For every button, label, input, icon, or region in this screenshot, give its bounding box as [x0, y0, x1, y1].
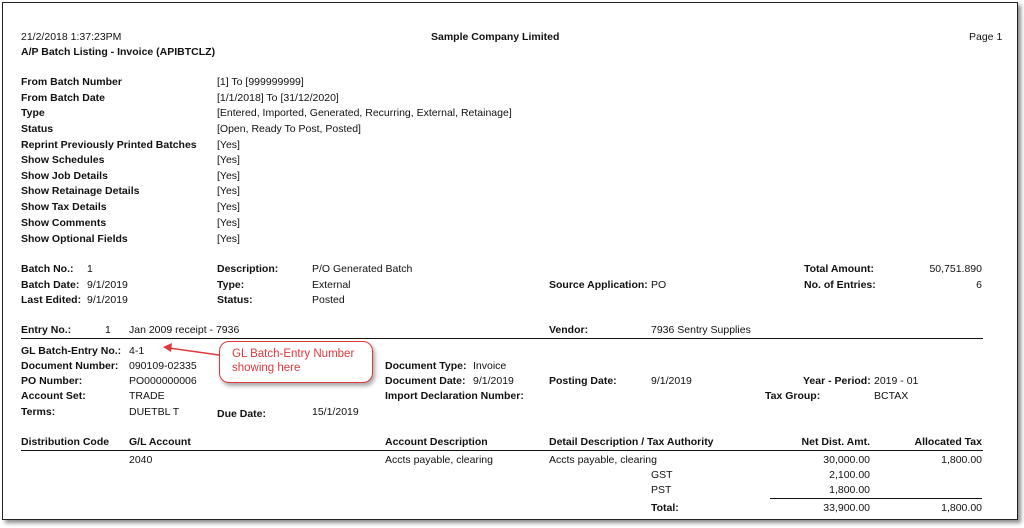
- criteria-value: [Yes]: [217, 201, 240, 213]
- criteria-value: [Yes]: [217, 154, 240, 166]
- page-number: Page 1: [969, 31, 1003, 43]
- document-date-label: Document Date:: [385, 375, 466, 387]
- row-detail-description: Accts payable, clearing: [549, 454, 657, 466]
- criteria-value: [Yes]: [217, 139, 240, 151]
- posting-date-label: Posting Date:: [549, 375, 617, 387]
- due-date: 15/1/2019: [312, 406, 359, 418]
- due-date-label: Due Date:: [217, 408, 267, 420]
- tax-group: BCTAX: [874, 390, 909, 402]
- entries-count: 6: [976, 279, 982, 291]
- last-edited-label: Last Edited:: [21, 294, 82, 306]
- document-number-label: Document Number:: [21, 360, 119, 372]
- po-number: PO000000006: [129, 375, 197, 387]
- entry-no-label: Entry No.:: [21, 324, 72, 336]
- gl-batch-entry-no: 4-1: [129, 345, 145, 357]
- total-net-dist-amt: 33,900.00: [823, 502, 870, 514]
- report-datetime: 21/2/2018 1:37:23PM: [21, 31, 122, 43]
- document-number: 090109-02335: [129, 360, 197, 372]
- company-name: Sample Company Limited: [431, 31, 560, 43]
- batch-status-label: Status:: [217, 294, 253, 306]
- batch-no-label: Batch No.:: [21, 263, 74, 275]
- col-allocated-tax: Allocated Tax: [914, 436, 982, 448]
- col-distribution-code: Distribution Code: [21, 436, 110, 448]
- report-title: A/P Batch Listing - Invoice (APIBTCLZ): [21, 46, 216, 58]
- col-gl-account: G/L Account: [129, 436, 191, 448]
- batch-date-label: Batch Date:: [21, 279, 80, 291]
- criteria-label: Reprint Previously Printed Batches: [21, 139, 197, 151]
- criteria-label: Show Retainage Details: [21, 185, 140, 197]
- year-period-label: Year - Period:: [803, 375, 871, 387]
- document-date: 9/1/2019: [473, 375, 514, 387]
- col-detail-description: Detail Description / Tax Authority: [549, 436, 714, 448]
- tax-authority-amount: 2,100.00: [829, 469, 870, 481]
- criteria-label: Show Optional Fields: [21, 233, 128, 245]
- tax-group-label: Tax Group:: [765, 390, 821, 402]
- terms: DUETBL T: [129, 406, 180, 418]
- total-allocated-tax: 1,800.00: [941, 502, 982, 514]
- document-type: Invoice: [473, 360, 507, 372]
- row-gl-account: 2040: [129, 454, 153, 466]
- criteria-label: From Batch Date: [21, 92, 106, 104]
- terms-label: Terms:: [21, 406, 56, 418]
- criteria-label: Status: [21, 123, 54, 135]
- total-amount-label: Total Amount:: [804, 263, 874, 275]
- account-set: TRADE: [129, 390, 165, 402]
- col-account-description: Account Description: [385, 436, 488, 448]
- criteria-value: [Open, Ready To Post, Posted]: [217, 123, 361, 135]
- source-application-label: Source Application:: [549, 279, 648, 291]
- criteria-value: [Yes]: [217, 185, 240, 197]
- batch-type: External: [312, 279, 351, 291]
- year-period: 2019 - 01: [874, 375, 919, 387]
- total-amount: 50,751.890: [929, 263, 982, 275]
- row-allocated-tax: 1,800.00: [941, 454, 982, 466]
- batch-type-label: Type:: [217, 279, 245, 291]
- import-declaration-label: Import Declaration Number:: [385, 390, 524, 402]
- vendor: 7936 Sentry Supplies: [651, 324, 751, 336]
- col-net-dist-amt: Net Dist. Amt.: [801, 436, 870, 448]
- total-label: Total:: [651, 502, 679, 514]
- entry-description: Jan 2009 receipt - 7936: [129, 324, 240, 336]
- tax-authority-name: GST: [651, 469, 673, 481]
- criteria-label: Show Schedules: [21, 154, 105, 166]
- vendor-label: Vendor:: [549, 324, 589, 336]
- criteria-value: [Yes]: [217, 217, 240, 229]
- account-set-label: Account Set:: [21, 390, 86, 402]
- document-type-label: Document Type:: [385, 360, 467, 372]
- batch-description-label: Description:: [217, 263, 279, 275]
- callout-arrow: [160, 340, 222, 360]
- callout-text: GL Batch-Entry Number showing here: [232, 348, 355, 374]
- tax-authority-name: PST: [651, 484, 672, 496]
- criteria-value: [1/1/2018] To [31/12/2020]: [217, 92, 339, 104]
- criteria-label: From Batch Number: [21, 76, 122, 88]
- source-application: PO: [651, 279, 667, 291]
- gl-batch-entry-label: GL Batch-Entry No.:: [21, 345, 122, 357]
- criteria-value: [Yes]: [217, 233, 240, 245]
- criteria-value: [1] To [999999999]: [217, 76, 304, 88]
- criteria-label: Show Tax Details: [21, 201, 107, 213]
- table-header-divider: [21, 450, 983, 451]
- batch-status: Posted: [312, 294, 345, 306]
- batch-date: 9/1/2019: [87, 279, 128, 291]
- batch-no: 1: [87, 263, 93, 275]
- entry-no: 1: [105, 324, 111, 336]
- callout-box: [219, 341, 373, 383]
- criteria-label: Show Comments: [21, 217, 107, 229]
- tax-authority-amount: 1,800.00: [829, 484, 870, 496]
- entries-count-label: No. of Entries:: [804, 279, 876, 291]
- criteria-value: [Yes]: [217, 170, 240, 182]
- last-edited: 9/1/2019: [87, 294, 128, 306]
- batch-description: P/O Generated Batch: [312, 263, 413, 275]
- posting-date: 9/1/2019: [651, 375, 692, 387]
- row-net-dist-amt: 30,000.00: [823, 454, 870, 466]
- row-account-description: Accts payable, clearing: [385, 454, 493, 466]
- po-number-label: PO Number:: [21, 375, 83, 387]
- criteria-value: [Entered, Imported, Generated, Recurring, External, Retainage]: [217, 107, 512, 119]
- entry-divider: [21, 338, 983, 339]
- criteria-label: Type: [21, 107, 45, 119]
- totals-divider: [770, 498, 982, 499]
- criteria-label: Show Job Details: [21, 170, 108, 182]
